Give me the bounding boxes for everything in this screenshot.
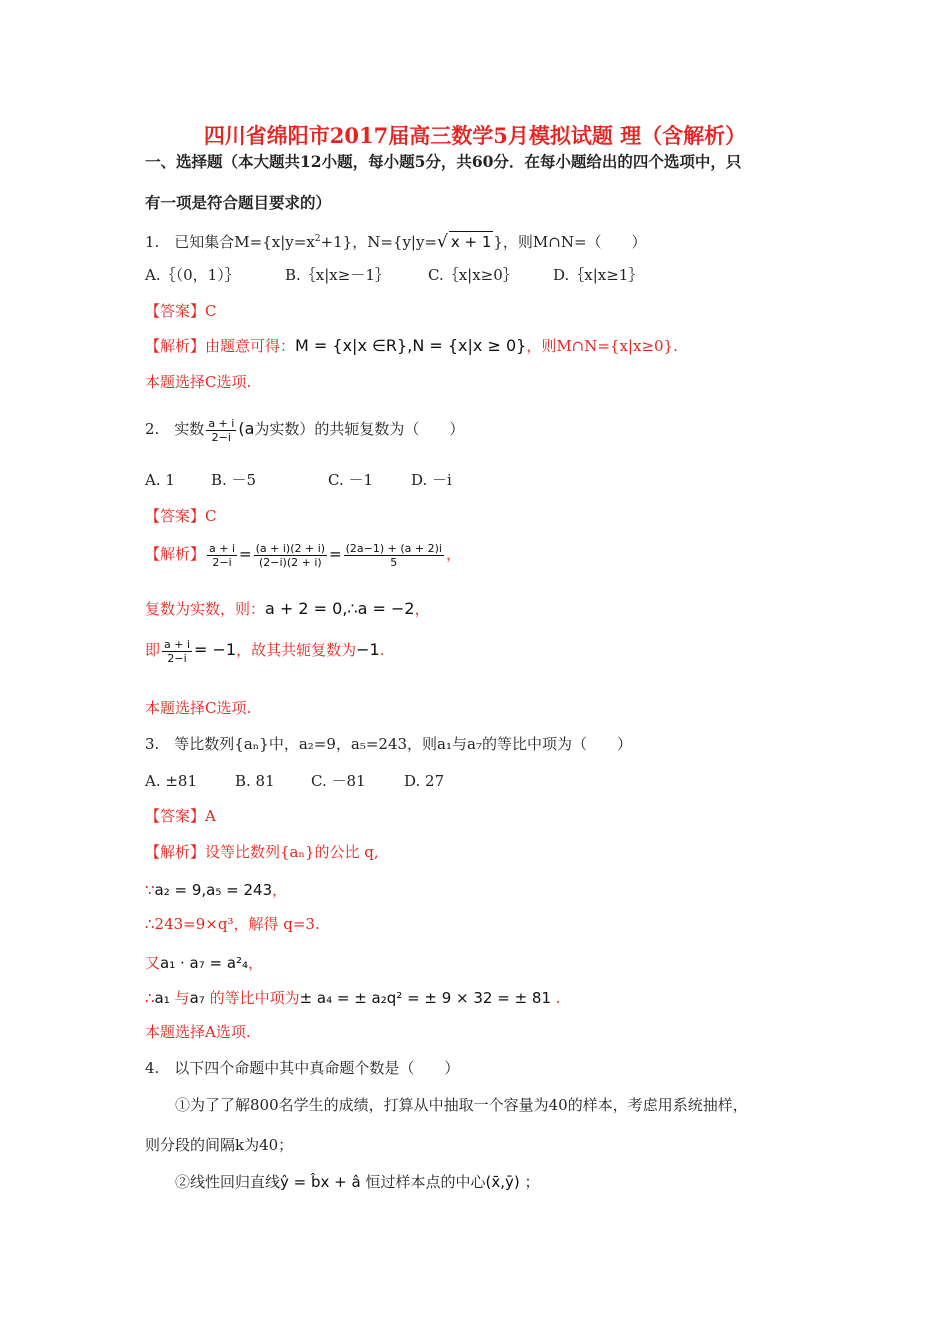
question-3-step-3: 又a₁ · a₇ = a²₄， <box>145 954 264 972</box>
page-title: 四川省绵阳市2017届高三数学5月模拟试题 理（含解析） <box>203 123 747 148</box>
question-4-item-1: ①为了了解800名学生的成绩，打算从中抽取一个容量为40的样本，考虑用系统抽样， <box>175 1096 748 1114</box>
question-1-stem: 1. 已知集合$M=\{x|y=x^2+1\}$，N={y|y=√ x + 1 }，则M∩N=（ ） <box>145 232 647 252</box>
question-4-item-2: ②线性回归直线ŷ = b̂x + â 恒过样本点的中心(x̄,ȳ) ； <box>175 1173 540 1191</box>
question-2-answer: 【答案】C <box>145 507 217 525</box>
section-heading-continued: 有一项是符合题目要求的） <box>145 193 332 212</box>
option-c: C. －81 <box>311 772 366 790</box>
fraction: $\frac{(2a-1) + (a + 2)i}{5}$ <box>345 541 442 569</box>
question-2-analysis: 【解析】 $\frac{a + i}{2-i}$ = $\frac{(a + i)(2 + i)}{(2-i)(2 + i)}$ = $\frac{(2a-1) + (a + 2)i}{5}$ ， <box>145 541 461 569</box>
question-1-analysis: 【解析】由题意可得：M = {x|x ∈R},N = {x|x ≥ 0}，则M∩N={x|x≥0}. <box>145 336 678 355</box>
question-3-answer: 【答案】A <box>145 807 216 825</box>
option-a: A.｛（0，1）｝ <box>145 266 240 284</box>
question-1-answer: 【答案】C <box>145 302 217 320</box>
option-d: D.｛x|x≥1｝ <box>553 266 644 284</box>
question-2-step: 复数为实数，则：a + 2 = 0,∴a = −2， <box>145 599 430 618</box>
question-1-conclusion: 本题选择C选项. <box>145 373 252 391</box>
question-3-analysis: 【解析】设等比数列{aₙ}的公比 q, <box>145 843 379 861</box>
fraction: $\frac{a + i}{2-i}$ <box>208 416 235 444</box>
option-d: D. 27 <box>404 772 445 790</box>
question-3-options <box>145 771 444 791</box>
question-2-stem: 2. 实数 $\frac{a + i}{2-i}$ (a为实数）的共轭复数为（ ） <box>145 416 465 444</box>
fraction: $\frac{a + i}{2-i}$ <box>209 541 236 569</box>
question-4-stem: 4. 以下四个命题中其中真命题个数是（ ） <box>145 1059 460 1077</box>
question-1-options <box>145 265 643 285</box>
option-b: B.｛x|x≥－1｝ <box>285 266 390 284</box>
question-4-item-1-continued: 则分段的间隔k为40； <box>145 1136 294 1154</box>
option-d: D. －i <box>411 471 452 489</box>
option-a: A. 1 <box>145 471 175 489</box>
option-c: C. －1 <box>328 471 374 489</box>
question-3-stem: 3. 等比数列{aₙ}中，a₂=9，a₅=243，则a₁与a₇的等比中项为（ ） <box>145 735 632 753</box>
question-2-options <box>145 470 452 490</box>
question-2-conclusion: 本题选择C选项. <box>145 699 252 717</box>
option-a: A. ±81 <box>145 772 198 790</box>
fraction: $\frac{(a + i)(2 + i)}{(2-i)(2 + i)}$ <box>255 541 326 569</box>
question-3-step-2: ∴243=9×q³，解得 q=3. <box>145 915 320 933</box>
option-b: B. －5 <box>211 471 257 489</box>
fraction: $\frac{a + i}{2-i}$ <box>164 637 191 665</box>
question-3-step-1: ∵a₂ = 9,a₅ = 243， <box>145 881 288 899</box>
section-heading: 一、选择题（本大题共12小题，每小题5分，共60分．在每小题给出的四个选项中，只 <box>145 152 742 171</box>
question-2-result: 即 $\frac{a + i}{2-i}$ = −1，故其共轭复数为−1. <box>145 637 385 665</box>
option-b: B. 81 <box>235 772 275 790</box>
question-3-conclusion: 本题选择A选项. <box>145 1023 251 1041</box>
question-3-step-4: ∴a₁ 与a₇ 的等比中项为± a₄ = ± a₂q² = ± 9 × 32 = ± 81 . <box>145 989 561 1007</box>
option-c: C.｛x|x≥0｝ <box>428 266 518 284</box>
sqrt-expression: x + 1 <box>450 233 492 251</box>
